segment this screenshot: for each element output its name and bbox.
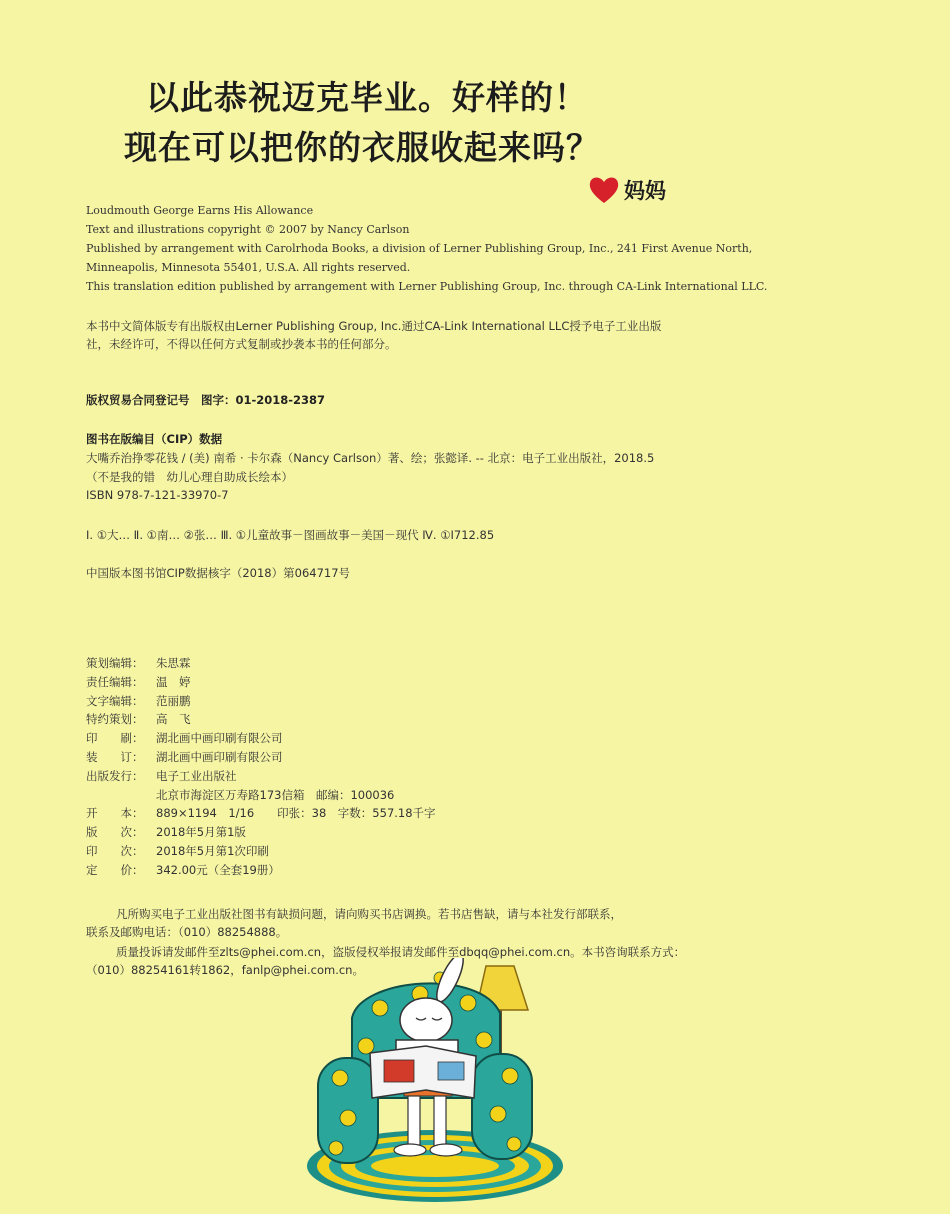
newspaper xyxy=(370,1046,476,1098)
dedication-line-1: 以此恭祝迈克毕业。好样的！ xyxy=(146,78,588,117)
cip-line-1: 大嘴乔治挣零花钱 / (美) 南希 · 卡尔森（Nancy Carlson）著、绘；张懿译. -- 北京：电子工业出版社，2018.5 xyxy=(86,451,655,465)
heart-icon xyxy=(588,175,620,205)
staff-row: 定 价： 342.00元（全套19册） xyxy=(86,862,280,877)
staff-row: 印 次： 2018年5月第1次印刷 xyxy=(86,843,269,858)
staff-row: 版 次： 2018年5月第1版 xyxy=(86,825,246,840)
staff-row: 特约策划： 高 飞 xyxy=(86,712,191,727)
copyright-registration: 版权贸易合同登记号 图字：01-2018-2387 xyxy=(86,393,326,407)
staff-row: 策划编辑： 朱思霖 xyxy=(86,656,191,670)
staff-list xyxy=(86,654,436,880)
signature xyxy=(588,175,666,205)
cip-heading: 图书在版编目（CIP）数据 xyxy=(86,432,223,446)
signature-text: 妈妈 xyxy=(624,179,666,203)
notice-line-2: 联系及邮购电话：（010）88254888。 xyxy=(86,925,288,939)
rights-statement-1: 本书中文简体版专有出版权由Lerner Publishing Group, Inc.通过CA-Link International LLC授予电子工业出版 xyxy=(86,319,662,333)
staff-row: 文字编辑： 范丽鹏 xyxy=(86,693,191,708)
rabbit-armchair-illustration xyxy=(300,958,570,1208)
staff-row: 开 本： 889×1194 1/16 印张：38 字数：557.18千字 xyxy=(86,806,436,821)
copyright-line: Text and illustrations copyright © 2007 by Nancy Carlson xyxy=(86,223,410,236)
notice-line-1: 凡所购买电子工业出版社图书有缺损问题，请向购买书店调换。若书店售缺，请与本社发行部联系， xyxy=(116,907,622,921)
cip-line-2: （不是我的错 幼儿心理自助成长绘本） xyxy=(86,470,293,484)
notice-line-4: （010）88254161转1862，fanlp@phei.com.cn。 xyxy=(86,963,364,977)
dedication-line-2: 现在可以把你的衣服收起来吗？ xyxy=(124,128,600,167)
cip-isbn: ISBN 978-7-121-33970-7 xyxy=(86,488,229,502)
publisher-address: Minneapolis, Minnesota 55401, U.S.A. All rights reserved. xyxy=(86,261,411,274)
book-title-en: Loudmouth George Earns His Allowance xyxy=(86,204,314,217)
notice-line-3: 质量投诉请发邮件至zlts@phei.com.cn，盗版侵权举报请发邮件至dbqq@phei.com.cn。本书咨询联系方式： xyxy=(116,945,686,959)
staff-row: 出版发行： 电子工业出版社 xyxy=(86,768,237,783)
staff-row: 印 刷： 湖北画中画印刷有限公司 xyxy=(86,731,283,746)
translation-edition-line: This translation edition published by arrangement with Lerner Publishing Group, Inc. through CA-Link International LLC. xyxy=(86,280,768,293)
cip-verification: 中国版本图书馆CIP数据核字（2018）第064717号 xyxy=(86,566,351,580)
staff-row: 责任编辑： 温 婷 xyxy=(86,674,191,689)
cip-classification: Ⅰ. ①大… Ⅱ. ①南… ②张… Ⅲ. ①儿童故事－图画故事－美国－现代 Ⅳ. ①I712.85 xyxy=(86,528,495,542)
rights-statement-2: 社，未经许可，不得以任何方式复制或抄袭本书的任何部分。 xyxy=(86,337,397,351)
publisher-line: Published by arrangement with Carolrhoda Books, a division of Lerner Publishing Group, Inc., 241 First Avenue North, xyxy=(86,242,753,255)
staff-row: 装 订： 湖北画中画印刷有限公司 xyxy=(86,749,283,764)
staff-row: 北京市海淀区万寿路173信箱 邮编：100036 xyxy=(156,787,395,802)
